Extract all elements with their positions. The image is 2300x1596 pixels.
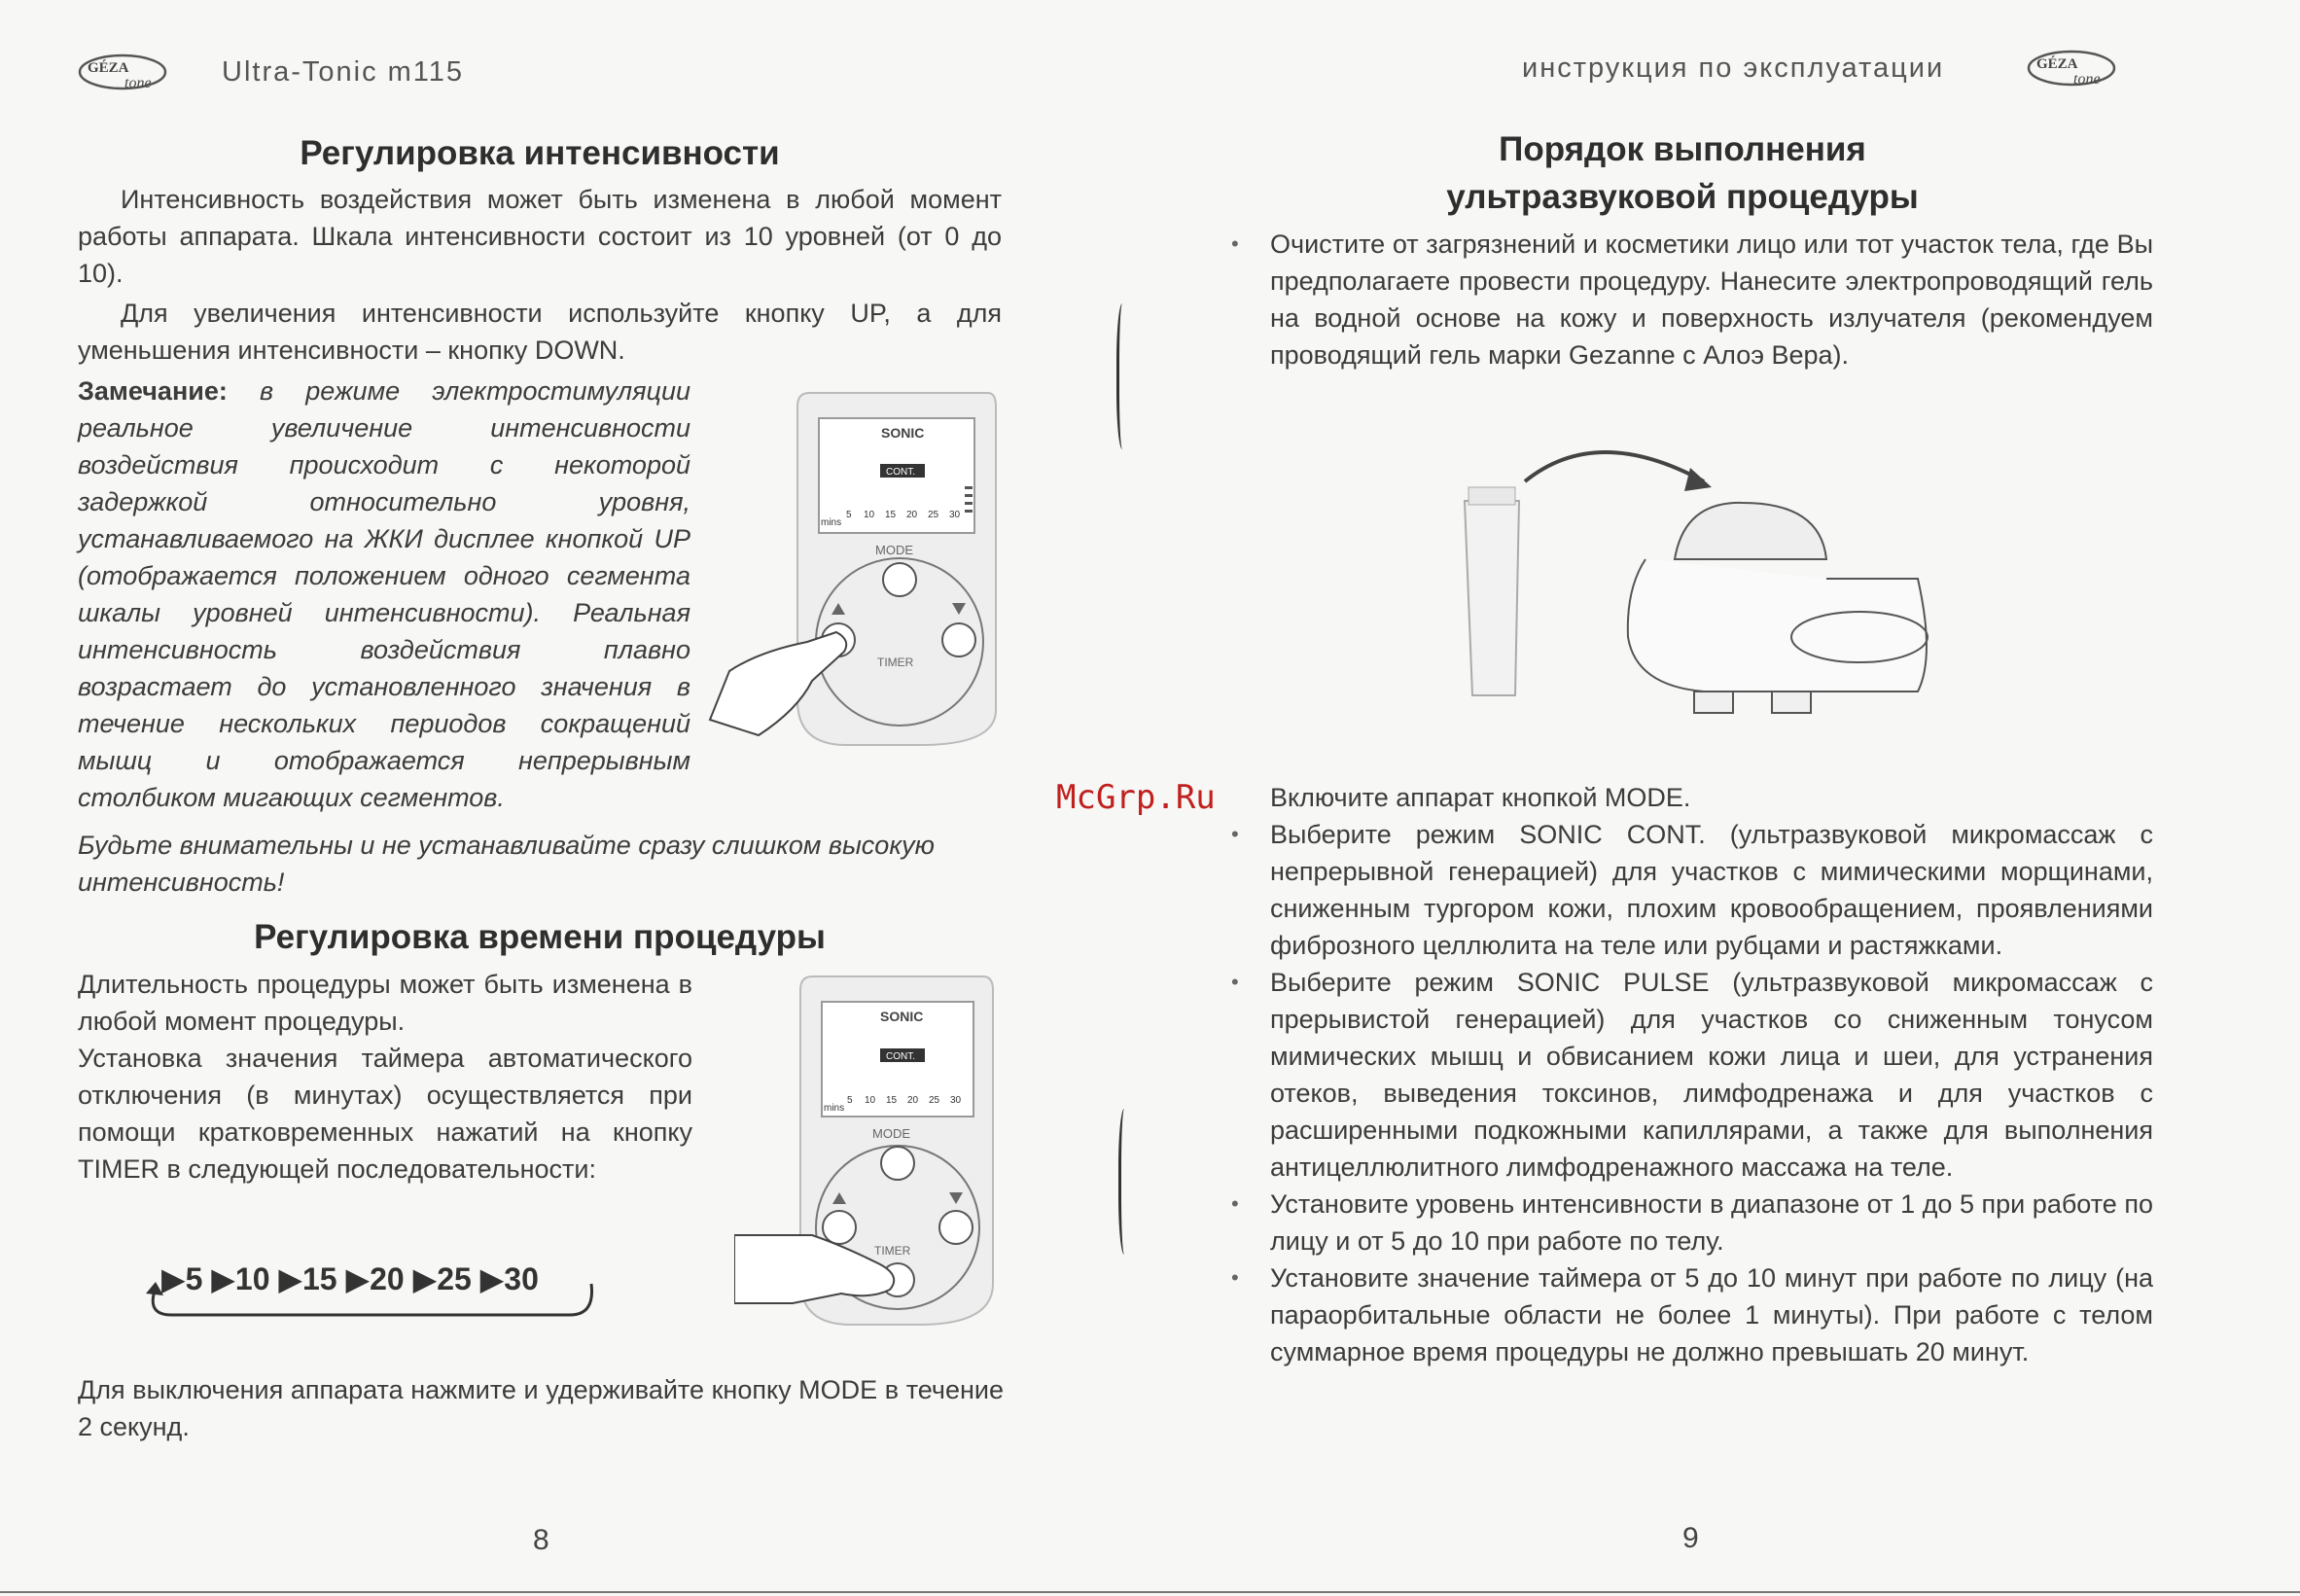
- device2-sonic-label: SONIC: [880, 1009, 924, 1024]
- device2-mins-label: mins: [824, 1103, 845, 1114]
- gel-application-illustration: [1451, 443, 1937, 739]
- device-sonic-label: SONIC: [881, 425, 925, 441]
- note-text: в режиме электростимуляции реальное увеличение интенсивности воздействия происходит с некоторой задержкой относительно уровня, устанавливаемого на ЖКИ дисплее кнопкой UP (отображается положением одного сегмента шкалы уровней интенсивности). Реальная интенсивность воздействия плавно возрастает до установленного значения в течение нескольких периодов сокращений мышц и отображается непрерывным столбиком мигающих сегментов.: [78, 376, 690, 812]
- list-item: • Очистите от загрязнений и косметики лицо или тот участок тела, где Вы предполагаете провести процедуру. Нанесите электропроводящий гель на водной основе на кожу и поверхность излучателя (рекомендуем проводящий гель марки Gezanne с Алоэ Вера).: [1231, 230, 2153, 370]
- svg-text:15: 15: [886, 1095, 898, 1106]
- svg-text:30: 30: [949, 510, 961, 520]
- sequence-arrow-icon: ▶: [161, 1261, 186, 1296]
- sequence-step: 25: [437, 1261, 472, 1296]
- gel-tube-icon: [1465, 501, 1519, 695]
- intensity-title: Регулировка интенсивности: [300, 134, 780, 172]
- svg-text:15: 15: [885, 510, 897, 520]
- svg-text:5: 5: [847, 1095, 853, 1106]
- intensity-paragraph-2: Для увеличения интенсивности используйте кнопку UP, а для уменьшения интенсивности – кнопку DOWN.: [78, 299, 1002, 365]
- svg-text:20: 20: [907, 1095, 919, 1106]
- device2-mode-button: [881, 1147, 914, 1180]
- intensity-note: [78, 372, 690, 816]
- manual-title: инструкция по эксплуатации: [1522, 53, 1945, 84]
- list-item: • Выберите режим SONIC PULSE (ультразвуковой микромассаж с прерывистой генерацией) для участков со сниженным тонусом мимических мышц и обвисанием кожи лица и шеи, для устранения отеков, выведения токсинов, лимфодренажа и для участков с расширенными подкожными капиллярами, а также для выполнения антицеллюлитного лимфодренажного массажа на теле.: [1231, 968, 2153, 1182]
- model-name: Ultra-Tonic m115: [222, 56, 465, 88]
- left-brand-logo: [76, 51, 171, 98]
- svg-text:5: 5: [846, 510, 852, 520]
- svg-text:20: 20: [906, 510, 918, 520]
- right-brand-logo: [2025, 47, 2120, 94]
- watermark: McGrp.Ru: [1056, 778, 1216, 817]
- device2-up-button: [823, 1211, 856, 1244]
- sequence-arrow-icon: ▶: [278, 1261, 302, 1296]
- device-cont-label: CONT.: [886, 467, 915, 478]
- procedure-title-line-2: ультразвуковой процедуры: [1446, 178, 1919, 216]
- procedure-list-bottom: [1231, 816, 2153, 1370]
- svg-text:25: 25: [928, 510, 939, 520]
- list-item: • Установите значение таймера от 5 до 10 минут при работе по лицу (на параорбитальные области не более 1 минуты). При работе с телом суммарное время процедуры не должно превышать 20 минут.: [1231, 1263, 2153, 1366]
- list-item: • Установите уровень интенсивности в диапазоне от 1 до 5 при работе по лицу и от 5 до 10 при работе по телу.: [1231, 1189, 2153, 1256]
- sequence-arrow-icon: ▶: [479, 1261, 505, 1296]
- device-mode-label: MODE: [875, 543, 913, 557]
- intensity-warning: Будьте внимательны и не устанавливайте сразу слишком высокую интенсивность!: [78, 831, 935, 897]
- device-mode-button: [883, 563, 916, 596]
- binding-mark-icon: [1116, 303, 1131, 449]
- sequence-arrow-icon: ▶: [211, 1261, 235, 1296]
- timer-sequence: [142, 1255, 609, 1323]
- binding-mark-icon: [1118, 1109, 1133, 1255]
- timer-paragraph-2: Установка значения таймера автоматического отключения (в минутах) осуществляется при помощи кратковременных нажатий на кнопку TIMER в следующей последовательности:: [78, 1044, 692, 1184]
- bottom-divider: [0, 1591, 2300, 1593]
- timer-paragraph-1: Длительность процедуры может быть изменена в любой момент процедуры.: [78, 970, 692, 1036]
- svg-text:GÉZA: GÉZA: [2036, 56, 2078, 72]
- sequence-step: 15: [302, 1261, 337, 1296]
- arrow-icon: [1684, 468, 1712, 491]
- page-number-left: 8: [533, 1524, 549, 1556]
- procedure-title-line-1: Порядок выполнения: [1499, 130, 1866, 168]
- device-illustration-up-down: [700, 389, 1011, 754]
- device-illustration-timer: [734, 973, 1007, 1337]
- device-head-icon: [1628, 559, 1927, 692]
- svg-text:10: 10: [865, 1095, 876, 1106]
- timer-title: Регулировка времени процедуры: [254, 918, 826, 956]
- sequence-step: 5: [185, 1261, 203, 1296]
- svg-text:10: 10: [864, 510, 875, 520]
- device-timer-label: TIMER: [877, 656, 914, 669]
- sequence-arrow-icon: ▶: [345, 1261, 371, 1296]
- list-item: • Выберите режим SONIC CONT. (ультразвуковой микромассаж с непрерывной генерацией) для участков с мимическими морщинами, сниженным тургором кожи, плохим кровообращением, проявлениями фиброзного целлюлита на теле или рубцами и растяжками.: [1231, 820, 2153, 960]
- device-mins-label: mins: [821, 517, 842, 528]
- device2-mode-label: MODE: [872, 1126, 910, 1141]
- procedure-list-top: [1231, 226, 2153, 373]
- note-label: Замечание:: [78, 376, 228, 406]
- device2-cont-label: CONT.: [886, 1051, 915, 1062]
- power-off-text: Для выключения аппарата нажмите и удерживайте кнопку MODE в течение 2 секунд.: [78, 1375, 1004, 1441]
- sequence-step: 20: [370, 1261, 405, 1296]
- sequence-step: 30: [504, 1261, 539, 1296]
- device-down-button: [942, 623, 975, 656]
- device2-timer-label: TIMER: [874, 1244, 911, 1258]
- svg-text:tone: tone: [124, 75, 152, 91]
- device2-down-button: [939, 1211, 973, 1244]
- svg-text:GÉZA: GÉZA: [88, 60, 129, 76]
- svg-text:30: 30: [950, 1095, 962, 1106]
- svg-text:tone: tone: [2073, 71, 2101, 88]
- intensity-paragraph-1: Интенсивность воздействия может быть изменена в любой момент работы аппарата. Шкала интенсивности состоит из 10 уровней (от 0 до 10).: [78, 185, 1002, 288]
- svg-text:25: 25: [929, 1095, 940, 1106]
- sequence-step: 10: [234, 1261, 270, 1296]
- sequence-arrow-icon: ▶: [412, 1261, 438, 1296]
- power-on-line: Включите аппарат кнопкой MODE.: [1270, 783, 1691, 812]
- page-number-right: 9: [1682, 1522, 1699, 1554]
